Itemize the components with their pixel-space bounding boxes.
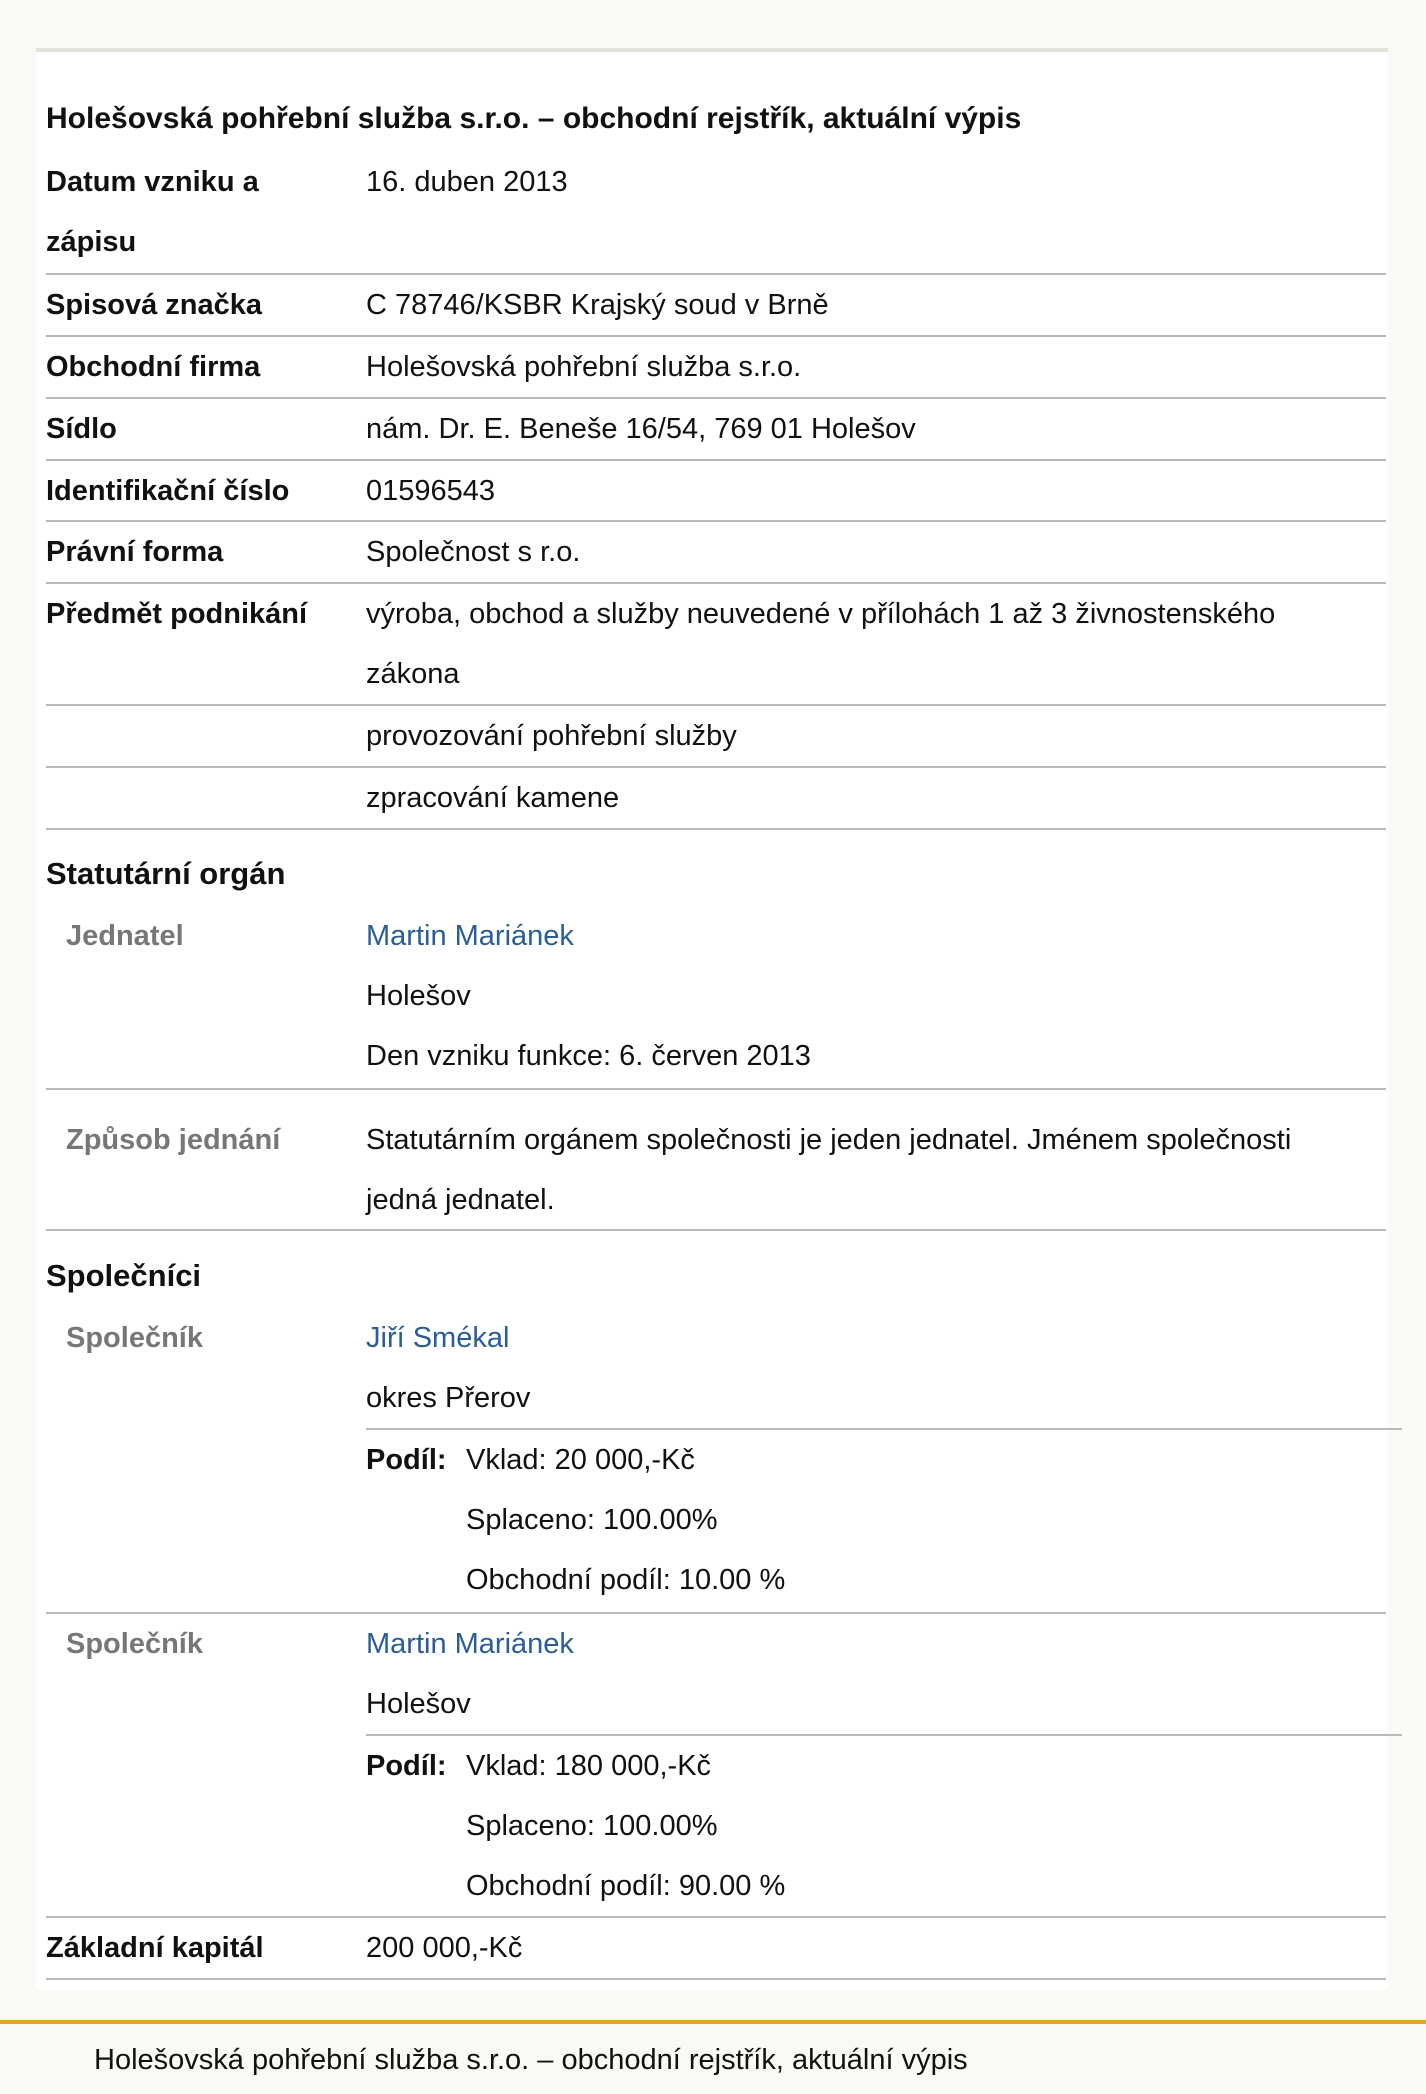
person-link[interactable]: Martin Mariánek	[366, 920, 574, 952]
row-value: Společnost s r.o.	[366, 536, 581, 568]
section-heading-statutarni: Statutární orgán	[46, 856, 286, 891]
zpusob-text: Statutárním orgánem společnosti je jeden jednatel. Jménem společnosti jedná jednatel.	[366, 1124, 1292, 1216]
footer-divider	[0, 2020, 1426, 2024]
person-place: Holešov	[366, 1688, 471, 1720]
row-ico	[46, 461, 1386, 522]
row-label: Společník	[66, 1628, 203, 1660]
row-label: Jednatel	[66, 920, 184, 952]
row-label: Společník	[66, 1322, 203, 1354]
row-value	[366, 1308, 1366, 1428]
section-heading-spolecnici: Společníci	[46, 1258, 202, 1293]
row-spolecnik	[46, 1308, 1386, 1614]
row-label: Spisová značka	[46, 289, 262, 321]
person-place: okres Přerov	[366, 1382, 531, 1414]
row-value: 01596543	[366, 475, 496, 507]
row-label: Právní forma	[46, 536, 224, 568]
row-value: 200 000,-Kč	[366, 1932, 523, 1964]
row-value: C 78746/KSBR Krajský soud v Brně	[366, 289, 829, 321]
predmet-item: výroba, obchod a služby neuvedené v přílohách 1 až 3 živnostenského zákona	[366, 598, 1276, 690]
row-sidlo	[46, 399, 1386, 461]
row-datum-vzniku	[46, 152, 1386, 275]
row-label: Způsob jednání	[66, 1124, 281, 1156]
person-link[interactable]: Jiří Smékal	[366, 1322, 510, 1354]
share-label: Podíl:	[366, 1444, 447, 1476]
share-values	[466, 1430, 785, 1610]
row-spisova-znacka	[46, 275, 1386, 337]
share-vklad: Vklad: 180 000,-Kč	[466, 1750, 712, 1782]
row-zpusob-jednani	[46, 1090, 1386, 1231]
row-predmet-item	[46, 768, 1386, 830]
row-label: Obchodní firma	[46, 351, 261, 383]
footer-title: Holešovská pohřební služba s.r.o. – obchodní rejstřík, aktuální výpis	[94, 2044, 968, 2076]
person-link[interactable]: Martin Mariánek	[366, 1628, 574, 1660]
row-jednatel	[46, 906, 1386, 1090]
row-label: Sídlo	[46, 413, 117, 445]
row-pravni-forma	[46, 522, 1386, 584]
share-block	[366, 1734, 1402, 1918]
row-zakladni-kapital	[46, 1918, 1386, 1980]
row-value	[366, 1110, 1366, 1230]
row-spolecnik	[46, 1614, 1386, 1918]
row-predmet-item	[46, 706, 1386, 768]
share-podil: Obchodní podíl: 90.00 %	[466, 1870, 786, 1902]
row-value	[366, 906, 1366, 1086]
share-splaceno: Splaceno: 100.00%	[466, 1504, 718, 1536]
row-label: Datum vzniku a zápisu	[46, 166, 259, 258]
row-value: Holešovská pohřební služba s.r.o.	[366, 351, 802, 383]
function-since: Den vzniku funkce: 6. červen 2013	[366, 1040, 811, 1072]
page-title: Holešovská pohřební služba s.r.o. – obchodní rejstřík, aktuální výpis	[46, 102, 1022, 135]
predmet-item: provozování pohřební služby	[366, 720, 737, 752]
share-vklad: Vklad: 20 000,-Kč	[466, 1444, 695, 1476]
row-label: Základní kapitál	[46, 1932, 264, 1964]
share-podil: Obchodní podíl: 10.00 %	[466, 1564, 786, 1596]
share-splaceno: Splaceno: 100.00%	[466, 1810, 718, 1842]
row-value: nám. Dr. E. Beneše 16/54, 769 01 Holešov	[366, 413, 916, 445]
row-value	[366, 1614, 1366, 1734]
share-label: Podíl:	[366, 1750, 447, 1782]
person-place: Holešov	[366, 980, 471, 1012]
share-values	[466, 1736, 785, 1916]
row-label: Předmět podnikání	[46, 598, 308, 630]
row-value	[366, 584, 1366, 704]
predmet-item: zpracování kamene	[366, 782, 620, 814]
row-predmet-podnikani	[46, 584, 1386, 706]
share-block	[366, 1428, 1402, 1614]
row-obchodni-firma	[46, 337, 1386, 399]
row-label: Identifikační číslo	[46, 475, 290, 507]
row-value: 16. duben 2013	[366, 166, 568, 198]
